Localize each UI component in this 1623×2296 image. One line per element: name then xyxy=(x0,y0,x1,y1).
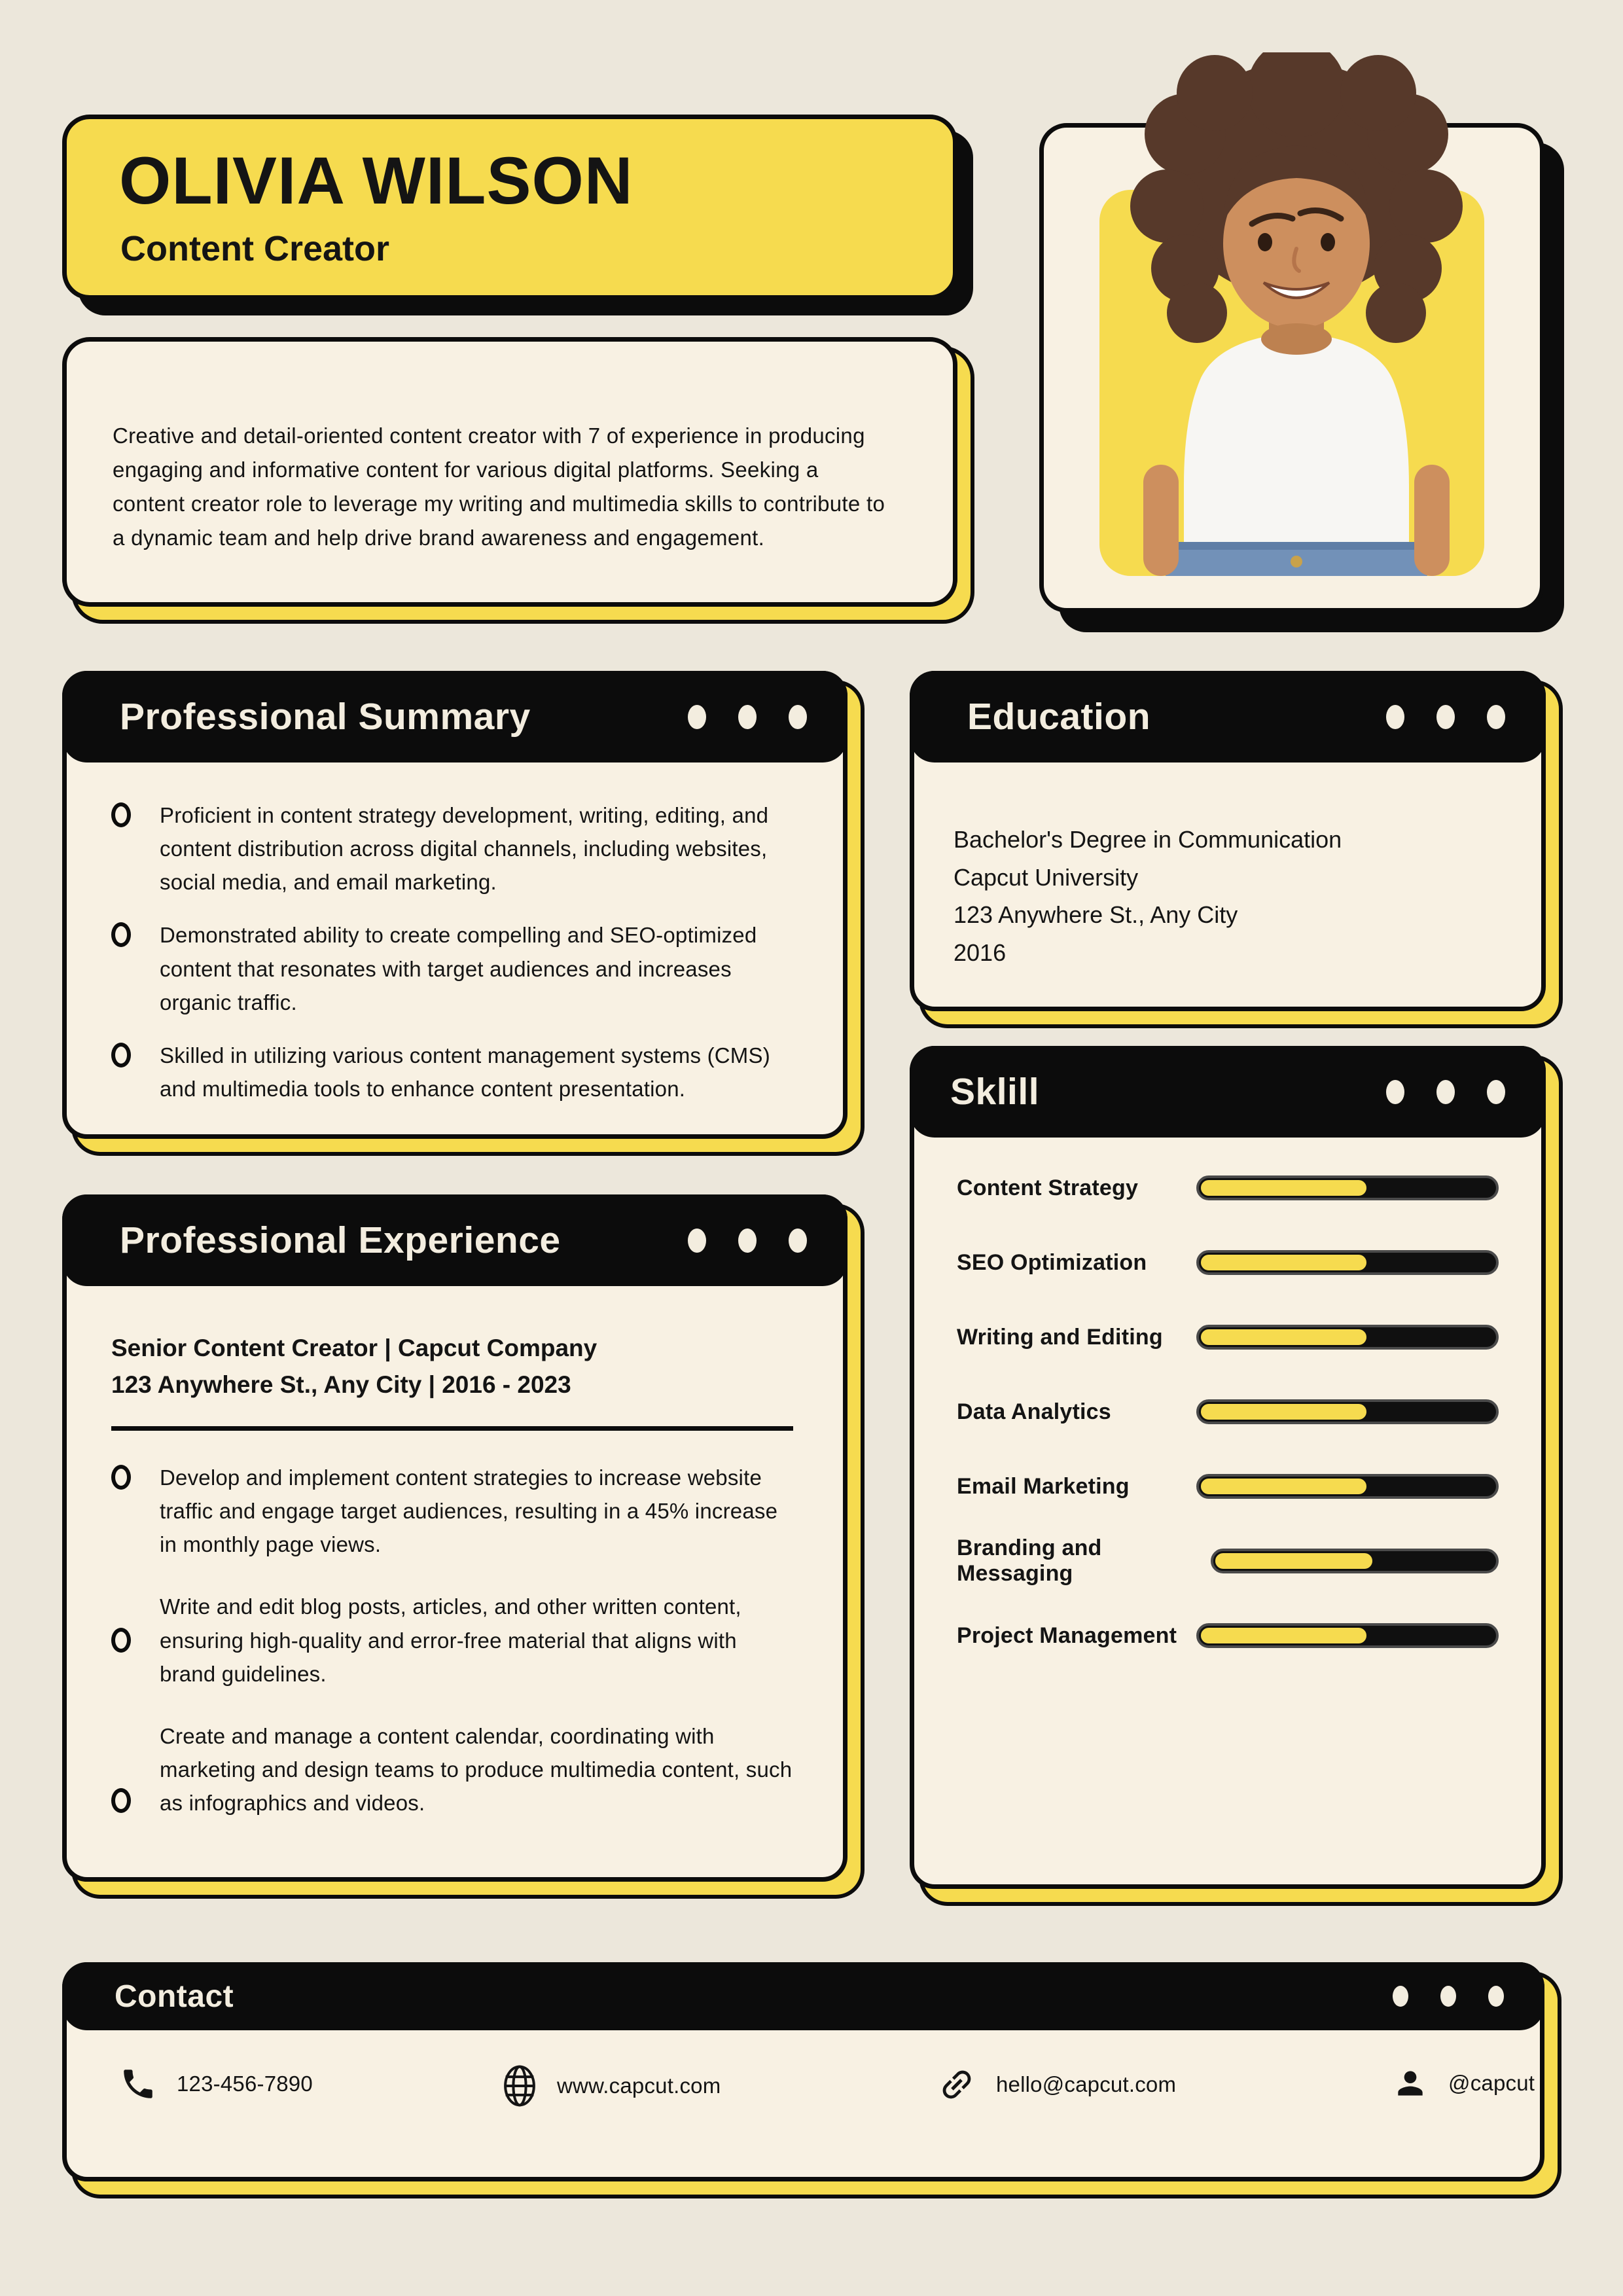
skill-bar xyxy=(1196,1399,1499,1424)
name-card xyxy=(62,115,957,300)
ring-bullet-icon xyxy=(111,1788,131,1813)
window-dot xyxy=(688,1229,706,1253)
experience-bullet xyxy=(111,1590,796,1690)
experience-titlebar xyxy=(62,1194,847,1286)
skill-row xyxy=(957,1621,1499,1650)
person-name: OLIVIA WILSON xyxy=(119,143,633,218)
window-dot xyxy=(688,705,706,729)
skill-label: Data Analytics xyxy=(957,1399,1111,1424)
window-dot xyxy=(1393,1986,1408,2007)
skill-bar-fill xyxy=(1199,1327,1368,1347)
skill-bar-fill xyxy=(1199,1253,1368,1272)
skill-label: Email Marketing xyxy=(957,1473,1130,1499)
right-arm xyxy=(1414,465,1450,576)
experience-bullet xyxy=(111,1719,796,1820)
education-address: 123 Anywhere St., Any City xyxy=(954,901,1238,929)
photo-card xyxy=(1039,123,1544,613)
contact-website-value: www.capcut.com xyxy=(557,2073,721,2098)
intro-text: Creative and detail-oriented content creator with 7 of experience in producing engaging and informative content for various digital platforms. Seeking a content creator role to leverage my writing and multimedia skills to contribute to a dynamic team and help drive brand awareness and engagement. xyxy=(113,423,885,550)
skill-row xyxy=(957,1472,1499,1501)
experience-role: Senior Content Creator | Capcut Company xyxy=(111,1335,597,1361)
summary-titlebar xyxy=(62,671,847,762)
summary-bullet xyxy=(111,1039,794,1105)
experience-meta: 123 Anywhere St., Any City | 2016 - 2023 xyxy=(111,1371,571,1398)
skill-label: Project Management xyxy=(957,1623,1177,1648)
contact-email xyxy=(937,2065,1176,2104)
window-dots xyxy=(1386,1080,1505,1104)
contact-email-value: hello@capcut.com xyxy=(996,2072,1177,2096)
window-dot xyxy=(1488,1986,1504,2007)
window-dots xyxy=(1393,1986,1504,2007)
summary-bullet-text: Demonstrated ability to create compelling and SEO-optimized content that resonates with target audiences and increases organic traffic. xyxy=(160,923,757,1014)
experience-bullet xyxy=(111,1461,796,1561)
summary-bullet-text: Proficient in content strategy development, writing, editing, and content distribution across digital channels, including websites, social media, and email marketing. xyxy=(160,803,769,895)
ring-bullet-icon xyxy=(111,922,131,947)
skills-card xyxy=(910,1046,1546,1889)
divider xyxy=(111,1426,793,1431)
summary-title: Professional Summary xyxy=(120,696,531,738)
left-arm xyxy=(1143,465,1179,576)
window-dots xyxy=(688,1229,807,1253)
skill-bar xyxy=(1196,1175,1499,1200)
profile-photo xyxy=(1087,52,1506,576)
phone-icon xyxy=(119,2065,157,2103)
skill-bar-fill xyxy=(1199,1477,1368,1496)
skill-label: Writing and Editing xyxy=(957,1324,1163,1350)
ring-bullet-icon xyxy=(111,802,131,827)
experience-title: Professional Experience xyxy=(120,1219,561,1261)
skill-bar-fill xyxy=(1199,1402,1368,1422)
contact-phone xyxy=(119,2065,313,2103)
summary-bullet xyxy=(111,798,794,899)
ring-bullet-icon xyxy=(111,1465,131,1490)
skill-bar xyxy=(1196,1250,1499,1275)
skill-row xyxy=(957,1397,1499,1426)
contact-titlebar xyxy=(62,1962,1544,2030)
window-dot xyxy=(1487,1080,1505,1104)
education-titlebar xyxy=(910,671,1546,762)
education-year: 2016 xyxy=(954,939,1007,966)
contact-card xyxy=(62,1962,1544,2181)
education-degree: Bachelor's Degree in Communication xyxy=(954,826,1342,853)
window-dot xyxy=(1487,705,1505,729)
skill-label: Branding and Messaging xyxy=(957,1535,1102,1586)
link-icon xyxy=(937,2065,976,2104)
skill-row xyxy=(957,1535,1499,1586)
skill-row xyxy=(957,1323,1499,1352)
window-dot xyxy=(789,705,807,729)
skills-titlebar xyxy=(910,1046,1546,1138)
skill-bar xyxy=(1196,1623,1499,1648)
skill-row xyxy=(957,1248,1499,1277)
experience-card xyxy=(62,1194,847,1882)
education-title: Education xyxy=(967,696,1151,738)
window-dot xyxy=(1440,1986,1456,2007)
education-school: Capcut University xyxy=(954,863,1139,891)
skill-bar xyxy=(1196,1325,1499,1350)
summary-bullet xyxy=(111,918,794,1018)
experience-bullet-text: Write and edit blog posts, articles, and other written content, ensuring high-quality and error-free material that aligns with brand guidelines. xyxy=(160,1594,741,1686)
professional-summary-card xyxy=(62,671,847,1139)
window-dot xyxy=(1386,1080,1404,1104)
summary-bullet-text: Skilled in utilizing various content management systems (CMS) and multimedia tools to enhance content presentation. xyxy=(160,1043,770,1101)
window-dot xyxy=(1386,705,1404,729)
window-dot xyxy=(1436,705,1455,729)
window-dots xyxy=(1386,705,1505,729)
skill-bar xyxy=(1196,1474,1499,1499)
ring-bullet-icon xyxy=(111,1628,131,1653)
contact-website xyxy=(502,2065,721,2107)
contact-social-value: @capcut xyxy=(1448,2071,1535,2095)
person-role: Content Creator xyxy=(120,229,390,268)
experience-bullet-text: Develop and implement content strategies to increase website traffic and engage target audiences, resulting in a 45% increase in monthly page views. xyxy=(160,1465,778,1557)
skill-bar-fill xyxy=(1199,1626,1368,1645)
window-dot xyxy=(789,1229,807,1253)
contact-social xyxy=(1392,2065,1535,2102)
skill-bar-fill xyxy=(1199,1178,1368,1198)
globe-icon xyxy=(502,2065,537,2107)
contact-title: Contact xyxy=(115,1979,234,2014)
education-card xyxy=(910,671,1546,1011)
window-dot xyxy=(738,705,757,729)
t-shirt xyxy=(1184,334,1409,576)
ring-bullet-icon xyxy=(111,1043,131,1067)
experience-bullet-text: Create and manage a content calendar, coordinating with marketing and design teams to produce multimedia content, such as infographics and videos. xyxy=(160,1723,793,1816)
collar xyxy=(1261,323,1332,355)
skill-bar xyxy=(1211,1549,1499,1573)
intro-card xyxy=(62,337,957,607)
contact-phone-value: 123-456-7890 xyxy=(177,2072,313,2096)
skills-title: Sklill xyxy=(950,1071,1040,1113)
window-dot xyxy=(738,1229,757,1253)
window-dots xyxy=(688,705,807,729)
education-details xyxy=(954,821,1508,971)
skill-label: SEO Optimization xyxy=(957,1249,1147,1275)
user-icon xyxy=(1392,2065,1429,2102)
window-dot xyxy=(1436,1080,1455,1104)
skill-label: Content Strategy xyxy=(957,1175,1139,1200)
skill-bar-fill xyxy=(1213,1551,1374,1571)
skill-row xyxy=(957,1174,1499,1202)
